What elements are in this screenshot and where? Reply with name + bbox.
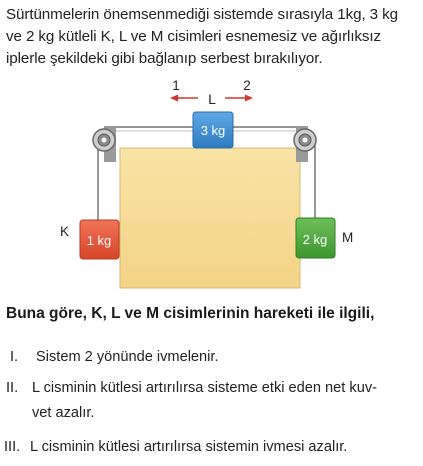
statement-III-text: L cisminin kütlesi artırılırsa sistemin ivmesi azalır. (30, 439, 348, 455)
label-K: K (60, 224, 70, 239)
right-pulley (294, 126, 316, 162)
statement-I (10, 344, 219, 370)
statement-I-text: Sistem 2 yönünde ivmelenir. (36, 349, 219, 365)
left-pulley (93, 126, 116, 162)
block-M-label: 2 kg (302, 232, 328, 247)
table (120, 148, 300, 288)
block-L-label: 3 kg (200, 123, 226, 138)
statement-II (6, 375, 377, 401)
statement-II-continuation: vet azalır. (32, 405, 95, 421)
block-K-label: 1 kg (86, 233, 112, 248)
statement-III-number: III. (4, 439, 21, 455)
label-M: M (342, 230, 354, 245)
label-L: L (208, 92, 216, 107)
statement-II-text: L cisminin kütlesi artırılırsa sisteme etki eden net kuv- (32, 380, 377, 396)
problem-intro-text: Sürtünmelerin önemsenmediği sistemde sırasıyla 1kg, 3 kg ve 2 kg kütleli K, L ve M cisimleri esnemesiz ve ağırlıksız iplerle şekildeki gibi bağlanıp serbest bırakılıyor. (6, 6, 398, 67)
statement-III (4, 434, 347, 460)
statement-II-number: II. (6, 380, 19, 396)
question-text: Buna göre, K, L ve M cisimlerinin hareketi ile ilgili, (6, 305, 375, 322)
statement-I-number: I. (10, 349, 19, 365)
direction-1-label: 1 (172, 78, 180, 93)
direction-2-label: 2 (243, 78, 251, 93)
